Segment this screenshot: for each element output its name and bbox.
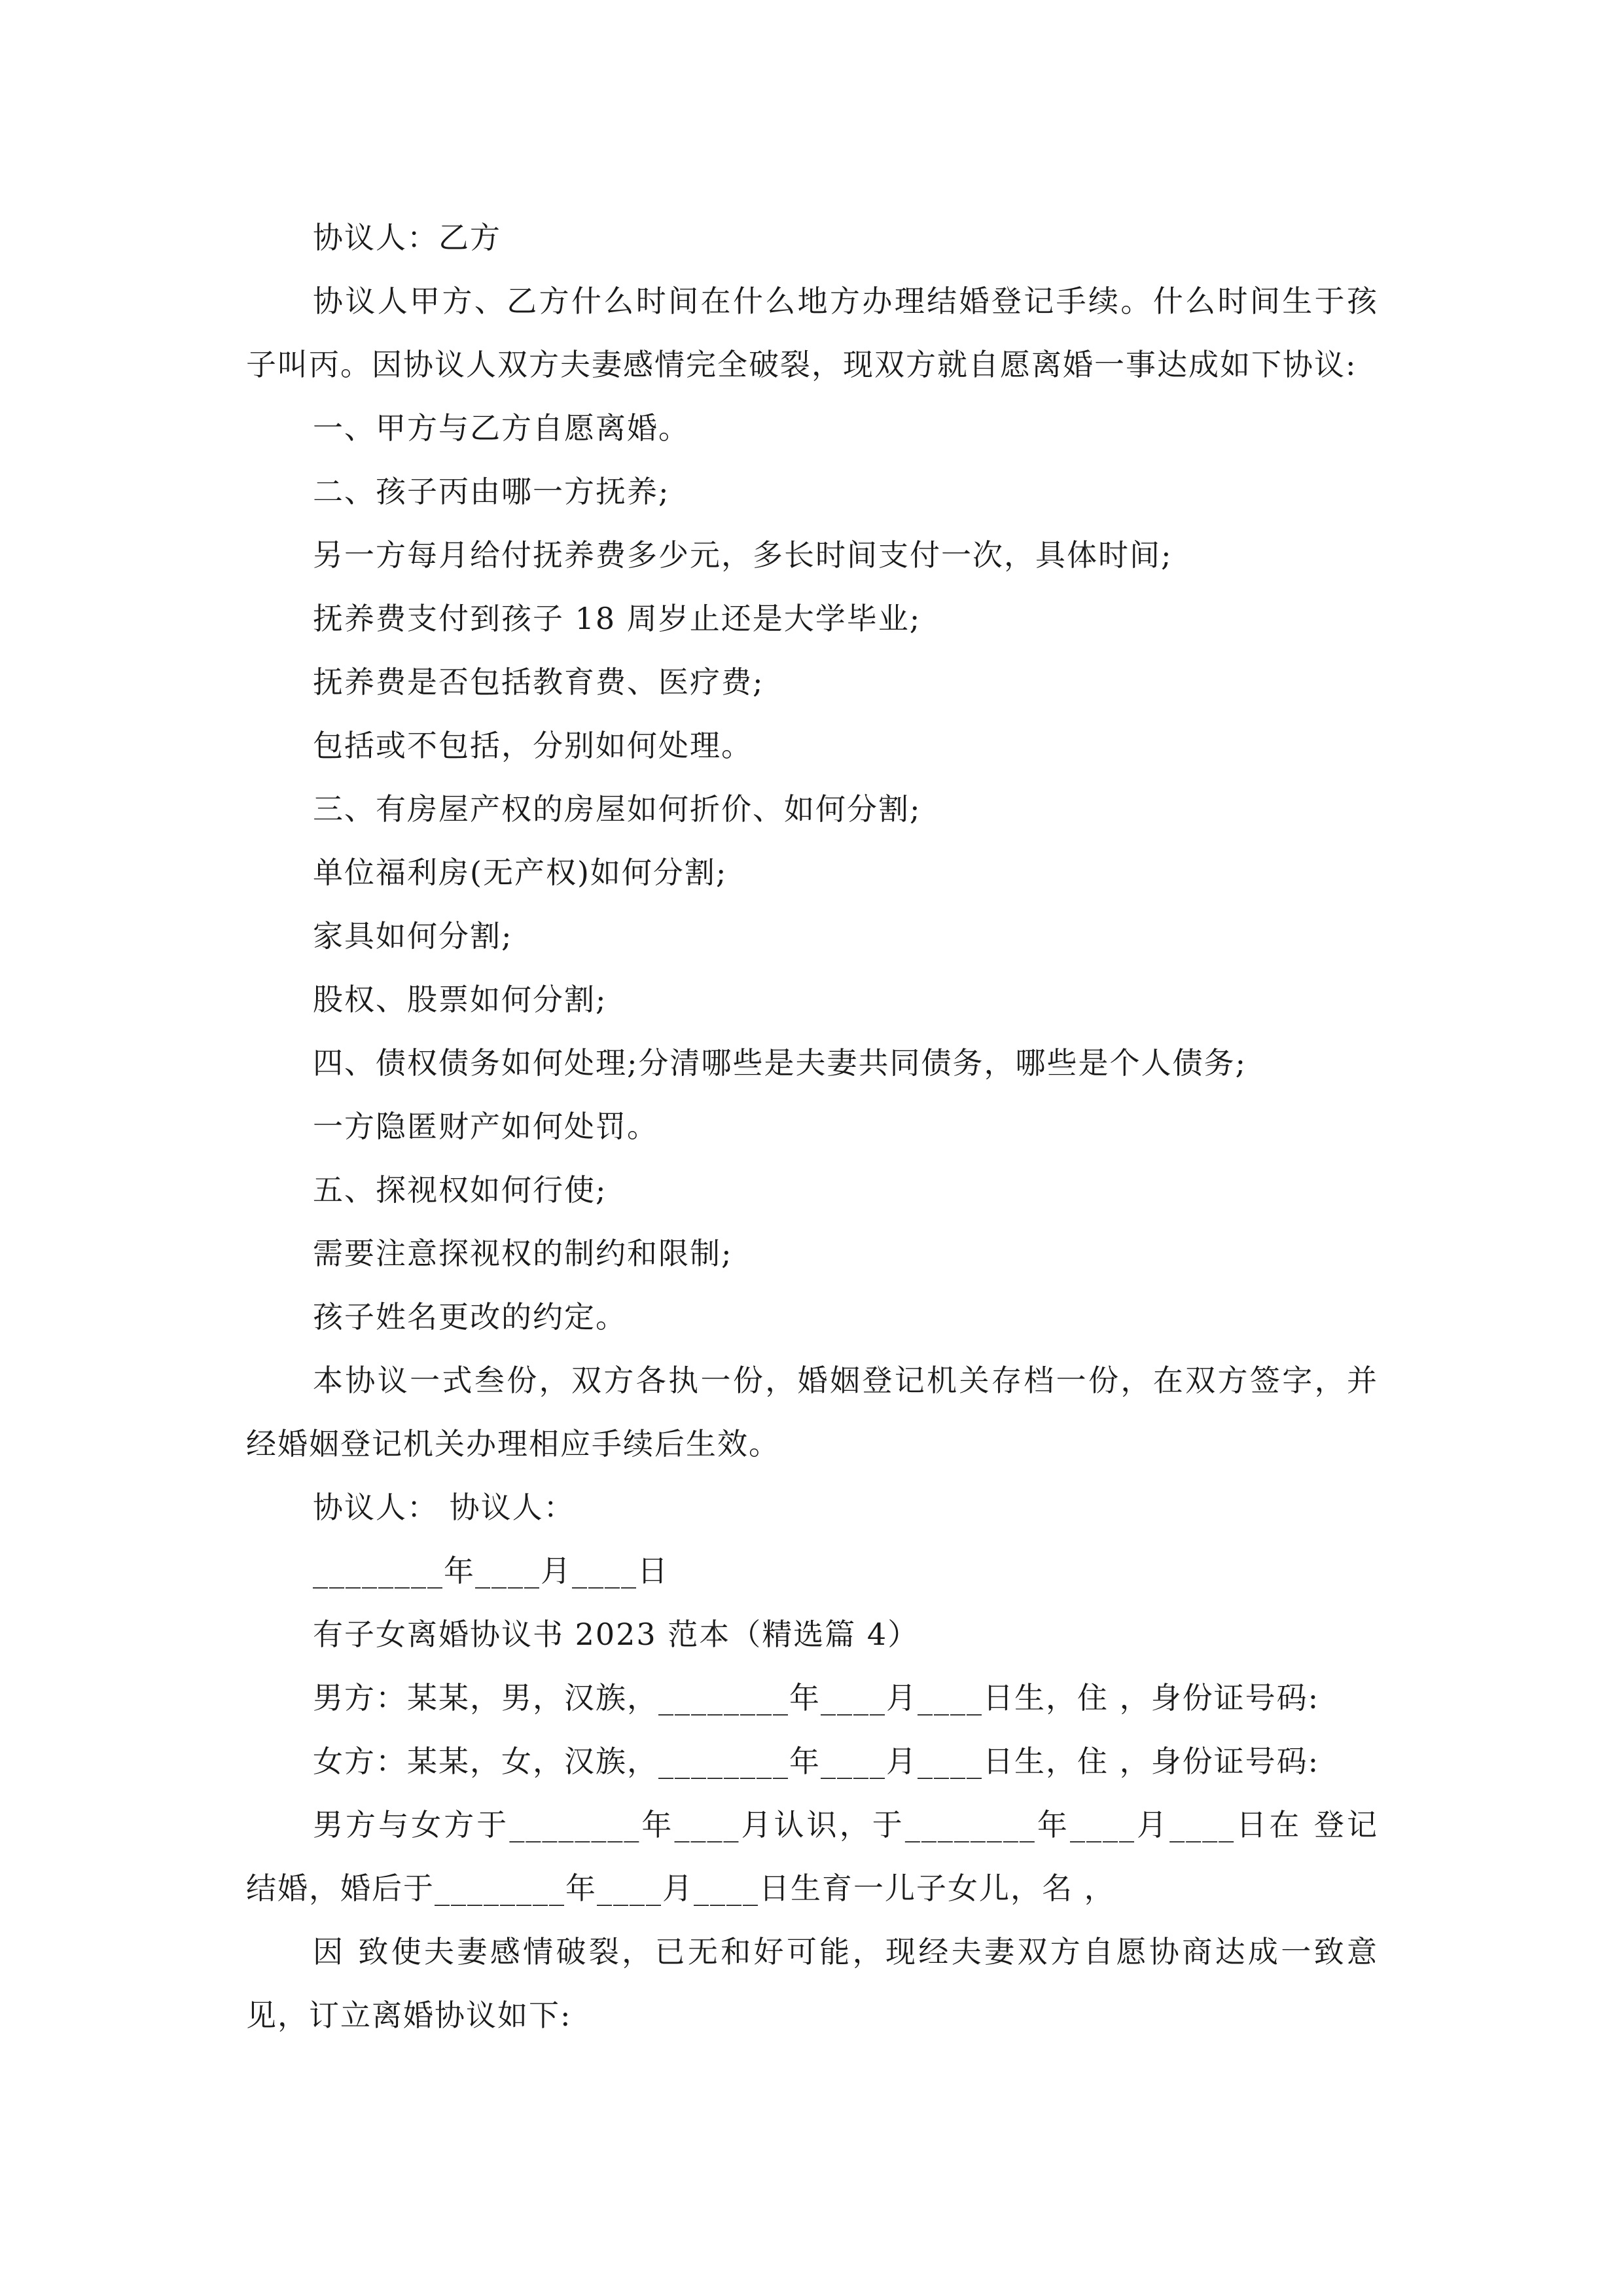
clause-1-divorce: 一、甲方与乙方自愿离婚。 bbox=[313, 410, 690, 446]
section-title: 有子女离婚协议书 2023 范本（精选篇 4） bbox=[313, 1617, 919, 1652]
clause-5-name-change: 孩子姓名更改的约定。 bbox=[313, 1299, 627, 1335]
agreement-copies: 本协议一式叁份，双方各执一份，婚姻登记机关存档一份，在双方签字，并经婚姻登记机关办理相应手续后生效。 bbox=[246, 1363, 1378, 1462]
document-body bbox=[246, 206, 1378, 2047]
clause-2-custody: 二、孩子丙由哪一方抚养; bbox=[313, 474, 670, 509]
agreement-intro: 协议人甲方、乙方什么时间在什么地方办理结婚登记手续。什么时间生于孩子叫丙。因协议人双方夫妻感情完全破裂，现双方就自愿离婚一事达成如下协议: bbox=[246, 283, 1378, 382]
signatory-party-b: 协议人：乙方 bbox=[313, 220, 501, 255]
clause-5-visitation: 五、探视权如何行使; bbox=[313, 1172, 607, 1208]
clause-4-debts: 四、债权债务如何处理;分清哪些是夫妻共同债务，哪些是个人债务; bbox=[313, 1045, 1247, 1081]
clause-3-equity: 股权、股票如何分割; bbox=[313, 982, 607, 1017]
clause-3-welfare-housing: 单位福利房(无产权)如何分割; bbox=[313, 855, 728, 890]
clause-3-property: 三、有房屋产权的房屋如何折价、如何分割; bbox=[313, 791, 921, 827]
marriage-history: 男方与女方于________年____月认识，于________年____月____日在 登记结婚，婚后于________年____月____日生育一儿子女儿，名 ， bbox=[246, 1807, 1378, 1906]
clause-4-concealment: 一方隐匿财产如何处罚。 bbox=[313, 1109, 658, 1144]
date-line: ________年____月____日 bbox=[313, 1553, 669, 1588]
husband-info: 男方：某某，男，汉族，________年____月____日生，住 ，身份证号码: bbox=[313, 1680, 1320, 1715]
signature-line: 协议人： 协议人： bbox=[313, 1490, 575, 1525]
divorce-reason: 因 致使夫妻感情破裂，已无和好可能，现经夫妻双方自愿协商达成一致意见，订立离婚协议如下: bbox=[246, 1934, 1378, 2033]
clause-2-support-amount: 另一方每月给付抚养费多少元，多长时间支付一次，具体时间; bbox=[313, 537, 1173, 573]
clause-2-support-handling: 包括或不包括，分别如何处理。 bbox=[313, 728, 753, 763]
clause-2-support-scope: 抚养费是否包括教育费、医疗费; bbox=[313, 664, 764, 700]
clause-2-support-duration: 抚养费支付到孩子 18 周岁止还是大学毕业; bbox=[313, 601, 921, 636]
clause-5-visitation-limits: 需要注意探视权的制约和限制; bbox=[313, 1236, 733, 1271]
clause-3-furniture: 家具如何分割; bbox=[313, 918, 513, 954]
wife-info: 女方：某某，女，汉族，________年____月____日生，住 ，身份证号码: bbox=[313, 1744, 1320, 1779]
